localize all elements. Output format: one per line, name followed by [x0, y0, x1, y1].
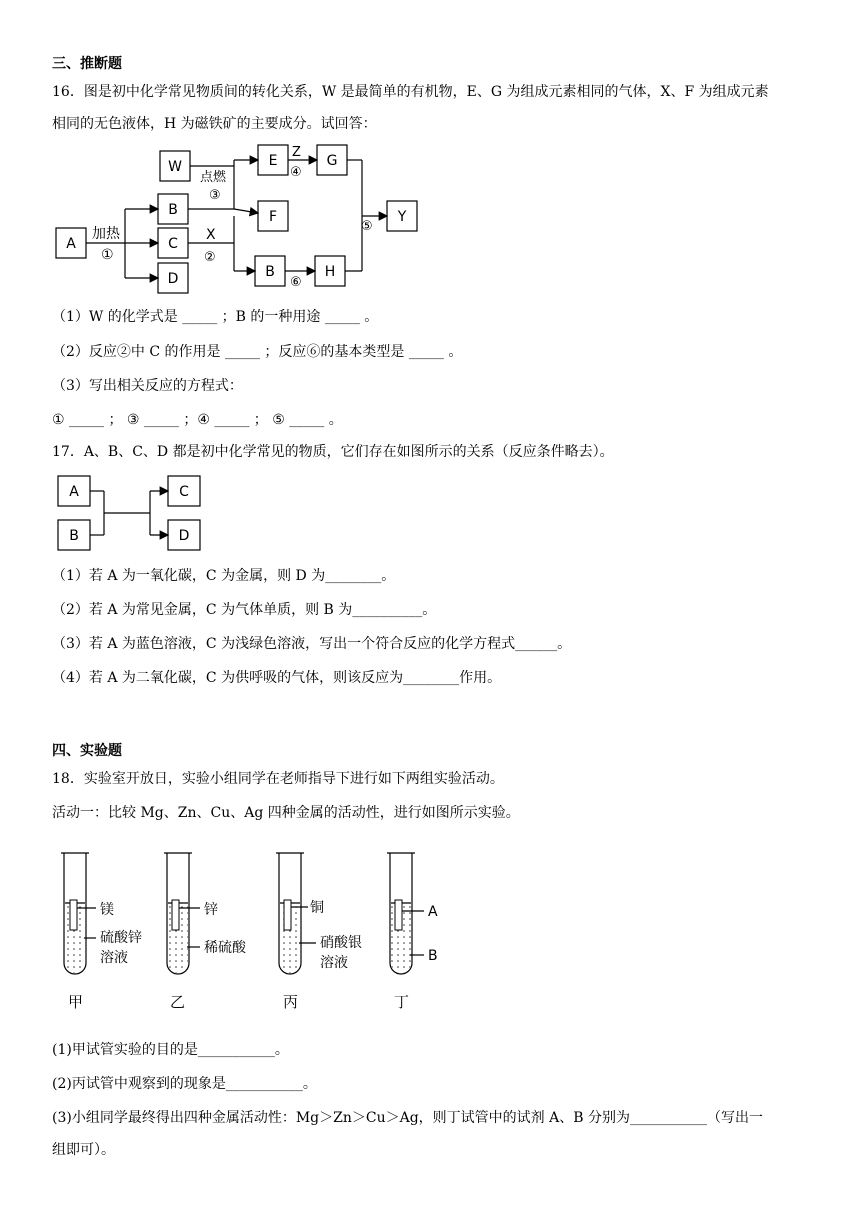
label-circle-2: ②: [204, 250, 216, 265]
q16-stem-line2: 相同的无色液体，H 为磁铁矿的主要成分。试回答：: [52, 116, 377, 132]
tube-jia-name: 甲: [68, 993, 84, 1011]
tube-yi-solution: 稀硫酸: [204, 940, 246, 956]
label-ignite: 点燃: [200, 170, 227, 185]
tube-ding-solution: B: [428, 948, 438, 964]
q16-part3: （3）写出相关反应的方程式：: [52, 378, 243, 394]
box-c-label: C: [168, 236, 178, 252]
box-h-label: H: [324, 264, 336, 280]
tube-jia-solution: 硫酸锌: [100, 930, 142, 946]
box-b-top-label: B: [168, 202, 178, 218]
q18-part1: (1)甲试管实验的目的是___________。: [52, 1042, 289, 1058]
box-y-label: Y: [397, 209, 407, 225]
q18-part3: (3)小组同学最终得出四种金属活动性：Mg＞Zn＞Cu＞Ag，则丁试管中的试剂 A、B 分别为___________（写出一: [52, 1110, 763, 1126]
label-z: Z: [292, 145, 301, 160]
box-c17-label: C: [179, 484, 189, 500]
q16-reaction-diagram: [0, 0, 860, 300]
box-g-label: G: [326, 153, 338, 169]
tube-bing: [276, 853, 362, 1011]
label-circle-6: ⑥: [290, 275, 302, 290]
tube-jia: [61, 853, 142, 1011]
tube-ding-metal: A: [428, 904, 438, 920]
tube-ding: [387, 853, 438, 1011]
tube-yi-metal: 锌: [204, 902, 218, 918]
q17-reaction-diagram: [0, 470, 300, 560]
q18-activity1: 活动一：比较 Mg、Zn、Cu、Ag 四种金属的活动性，进行如图所示实验。: [52, 805, 520, 821]
tube-bing-name: 丙: [283, 993, 299, 1011]
q18-test-tubes: [0, 845, 480, 1015]
box-b-bottom-label: B: [265, 264, 275, 280]
q16-stem-line1: 16．图是初中化学常见物质间的转化关系，W 是最简单的有机物，E、G 为组成元素相同的气体，X、F 为组成元素: [52, 84, 769, 100]
label-x: X: [206, 227, 216, 243]
q17-part3: （3）若 A 为蓝色溶液，C 为浅绿色溶液，写出一个符合反应的化学方程式______。: [52, 636, 572, 652]
box-b17-label: B: [69, 528, 79, 544]
box-a17-label: A: [69, 484, 79, 500]
tube-jia-metal: 镁: [100, 902, 114, 918]
label-circle-5: ⑤: [361, 219, 373, 234]
box-e-label: E: [268, 153, 278, 169]
q16-part1: （1）W 的化学式是 _____ ；B 的一种用途 _____ 。: [52, 309, 379, 325]
q18-part4: 组即可）。: [52, 1142, 115, 1158]
label-heating: 加热: [92, 226, 120, 242]
tube-ding-name: 丁: [394, 993, 410, 1011]
q16-part2: （2）反应②中 C 的作用是 _____ ；反应⑥的基本类型是 _____ 。: [52, 344, 463, 360]
box-d-label: D: [167, 271, 179, 287]
tube-bing-metal: 铜: [310, 900, 324, 916]
tube-bing-solution: 硝酸银: [320, 935, 362, 951]
box-w-label: W: [168, 159, 182, 175]
label-circle-4: ④: [290, 165, 302, 180]
q18-part2: (2)丙试管中观察到的现象是___________。: [52, 1076, 317, 1092]
box-d17-label: D: [178, 528, 190, 544]
tube-yi-name: 乙: [170, 993, 186, 1011]
tube-jia-solution2: 溶液: [100, 950, 128, 966]
q17-part2: （2）若 A 为常见金属，C 为气体单质，则 B 为__________。: [52, 602, 437, 618]
q17-part1: （1）若 A 为一氧化碳，C 为金属，则 D 为________。: [52, 568, 396, 584]
section-title-4: 四、实验题: [52, 743, 122, 759]
tube-yi: [164, 853, 247, 1011]
q16-part4: ① _____ ； ③ _____ ；④ _____ ； ⑤ _____ 。: [52, 412, 343, 428]
label-circle-1: ①: [101, 247, 114, 263]
box-a-label: A: [66, 236, 76, 252]
box-f-label: F: [268, 209, 278, 225]
section-title-3: 三、推断题: [52, 56, 122, 72]
q17-stem: 17．A、B、C、D 都是初中化学常见的物质，它们存在如图所示的关系（反应条件略去）。: [52, 444, 614, 460]
tube-bing-solution2: 溶液: [320, 955, 348, 971]
label-circle-3: ③: [209, 188, 221, 203]
q17-part4: （4）若 A 为二氧化碳，C 为供呼吸的气体，则该反应为________作用。: [52, 670, 502, 686]
q18-stem: 18．实验室开放日，实验小组同学在老师指导下进行如下两组实验活动。: [52, 771, 504, 787]
